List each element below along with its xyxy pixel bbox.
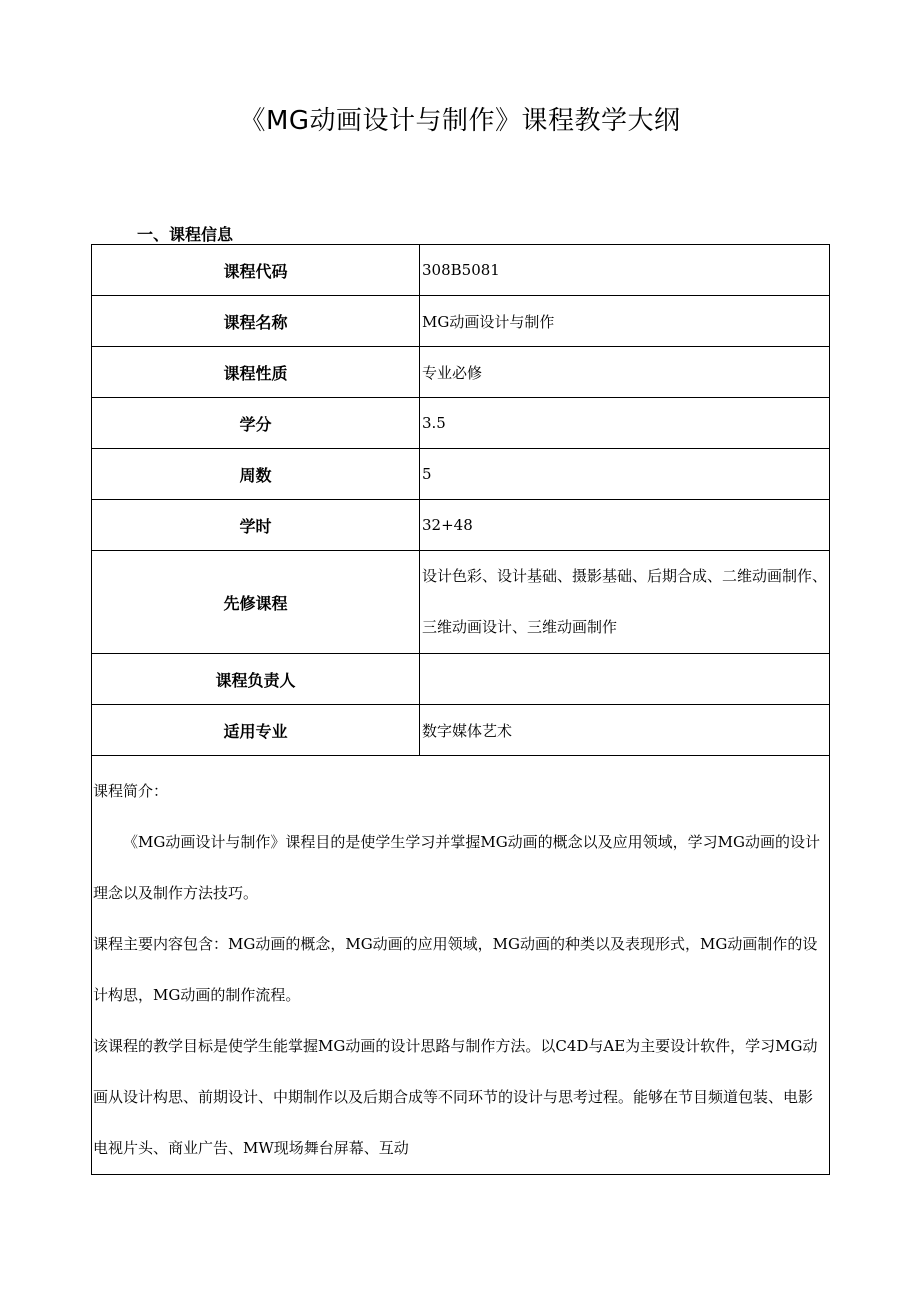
table-row-applicable-major	[92, 705, 830, 756]
section-heading-course-info: 一、课程信息	[137, 225, 234, 244]
value-hours: 32+48	[420, 500, 830, 551]
table-row-course-type	[92, 347, 830, 398]
value-course-leader	[420, 654, 830, 705]
value-weeks: 5	[420, 449, 830, 500]
table-row-intro	[92, 756, 830, 1175]
document-title: 《MG动画设计与制作》课程教学大纲	[239, 106, 681, 136]
intro-paragraph-content: 课程主要内容包含：MG动画的概念，MG动画的应用领域，MG动画的种类以及表现形式，MG动画制作的设计构思，MG动画的制作流程。	[93, 935, 818, 1004]
table-row-prerequisites	[92, 551, 830, 654]
label-prerequisites: 先修课程	[92, 551, 420, 654]
table-row-course-leader	[92, 654, 830, 705]
course-info-table	[91, 244, 830, 1175]
table-row-course-code	[92, 245, 830, 296]
intro-paragraph-purpose: 《MG动画设计与制作》课程目的是使学生学习并掌握MG动画的概念以及应用领域，学习MG动画的设计理念以及制作方法技巧。	[93, 833, 821, 902]
value-prerequisites: 设计色彩、设计基础、摄影基础、后期合成、二维动画制作、三维动画设计、三维动画制作	[420, 551, 830, 654]
table-row-weeks	[92, 449, 830, 500]
value-applicable-major: 数字媒体艺术	[420, 705, 830, 756]
course-intro-cell	[92, 756, 830, 1175]
label-course-type: 课程性质	[92, 347, 420, 398]
value-course-code: 308B5081	[420, 245, 830, 296]
value-course-type: 专业必修	[420, 347, 830, 398]
label-course-name: 课程名称	[92, 296, 420, 347]
label-hours: 学时	[92, 500, 420, 551]
table-row-credits	[92, 398, 830, 449]
label-applicable-major: 适用专业	[92, 705, 420, 756]
value-credits: 3.5	[420, 398, 830, 449]
table-row-course-name	[92, 296, 830, 347]
label-course-code: 课程代码	[92, 245, 420, 296]
intro-heading: 课程简介：	[93, 782, 169, 800]
value-course-name: MG动画设计与制作	[420, 296, 830, 347]
intro-paragraph-objectives: 该课程的教学目标是使学生能掌握MG动画的设计思路与制作方法。以C4D与AE为主要设计软件，学习MG动画从设计构思、前期设计、中期制作以及后期合成等不同环节的设计与思考过程。能够在节目频道包装、电影电视片头、商业广告、MW现场舞台屏幕、互动	[93, 1037, 818, 1157]
table-row-hours	[92, 500, 830, 551]
label-course-leader: 课程负责人	[92, 654, 420, 705]
label-credits: 学分	[92, 398, 420, 449]
label-weeks: 周数	[92, 449, 420, 500]
